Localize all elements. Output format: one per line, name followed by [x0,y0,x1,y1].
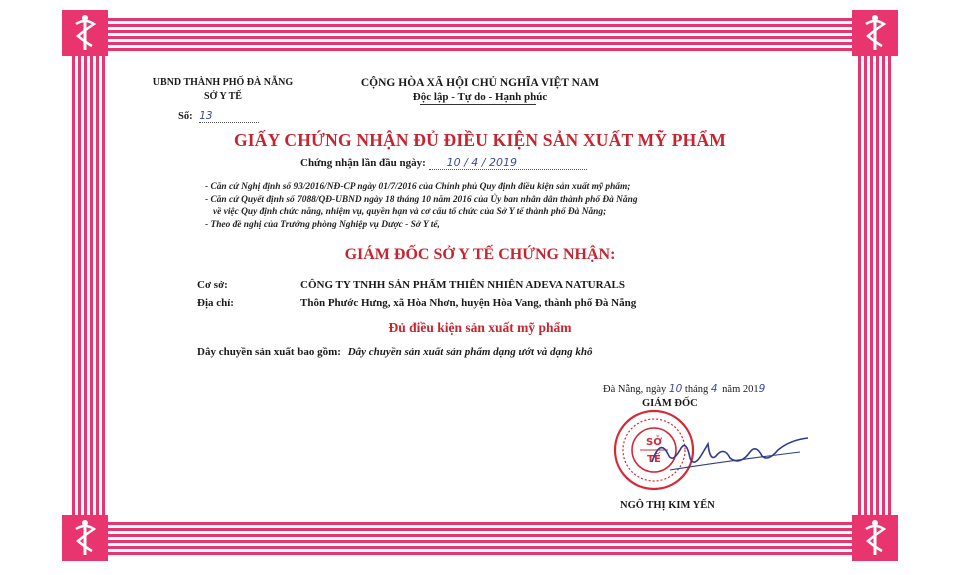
caduceus-icon [62,10,108,56]
date-day: 10 [668,383,683,395]
caduceus-icon [852,10,898,56]
authority-line-1: UBND THÀNH PHỐ ĐÀ NẴNG [152,77,294,88]
frame-top [104,18,856,54]
facility-label: Cơ sở: [197,279,228,291]
nation-name: CỘNG HÒA XÃ HỘI CHỦ NGHĨA VIỆT NAM [360,77,600,89]
basis-line: - Căn cứ Quyết định số 7088/QĐ-UBND ngày 18 tháng 10 năm 2016 của Ủy ban nhân dân thành phố Đà Nẵng [205,194,638,205]
frame-right [856,54,892,521]
signer-name: NGÔ THỊ KIM YẾN [620,500,715,511]
first-issue-value: 10 / 4 / 2019 [429,156,587,170]
handwritten-signature [650,432,810,476]
production-lines-label: Dây chuyền sản xuất bao gồm: [197,346,341,358]
basis-line: - Căn cứ Nghị định số 93/2016/NĐ-CP ngày 01/7/2016 của Chính phủ Quy định điều kiện sản xuất mỹ phẩm; [205,182,631,192]
date-year-label: năm 201 [722,384,759,395]
svg-text:SỞ: SỞ [646,437,662,448]
authority-line-2: SỞ Y TẾ [204,91,242,102]
date-month: 4 [710,383,718,395]
director-title: GIÁM ĐỐC [642,398,698,409]
legal-basis [205,181,805,231]
svg-text:TẾ: TẾ [647,454,661,465]
director-certifies-heading: GIÁM ĐỐC SỞ Y TẾ CHỨNG NHẬN: [344,246,616,263]
frame-bottom [104,521,856,557]
number-value: 13 [199,110,259,123]
facility-value: CÔNG TY TNHH SẢN PHẨM THIÊN NHIÊN ADEVA NATURALS [300,279,625,291]
basis-line: về việc Quy định chức năng, nhiệm vụ, quyền hạn và cơ cấu tổ chức của Sở Y tế thành phố Đà Nẵng; [213,207,607,218]
first-issue-label: Chứng nhận lần đầu ngày: [300,157,426,169]
date-month-label: tháng [684,384,709,395]
date-year-digit: 9 [758,383,766,395]
frame-left [70,54,106,521]
caduceus-icon [62,515,108,561]
eligibility-statement: Đủ điều kiện sản xuất mỹ phẩm [388,320,572,335]
certificate-title: GIẤY CHỨNG NHẬN ĐỦ ĐIỀU KIỆN SẢN XUẤT MỸ PHẨM [233,130,727,150]
first-issue-date [300,156,680,170]
issuing-authority [148,76,298,104]
caduceus-icon [852,515,898,561]
nation-motto: Độc lập - Tự do - Hạnh phúc [412,91,548,103]
production-lines-value: Dây chuyền sản xuất sản phẩm dạng ướt và dạng khô [347,346,593,358]
document-number [178,110,259,123]
address-value: Thôn Phước Hưng, xã Hòa Nhơn, huyện Hòa Vang, thành phố Đà Nẵng [300,297,637,309]
number-label: Số: [178,111,193,122]
date-place: Đà Nẵng, ngày [603,384,667,395]
national-header [340,76,620,104]
issue-date-line [603,383,765,395]
address-label: Địa chỉ: [197,297,234,309]
basis-line: - Theo đề nghị của Trưởng phòng Nghiệp vụ Dược - Sở Y tế, [205,219,440,230]
production-lines [197,346,592,358]
motto-underline [420,104,536,105]
